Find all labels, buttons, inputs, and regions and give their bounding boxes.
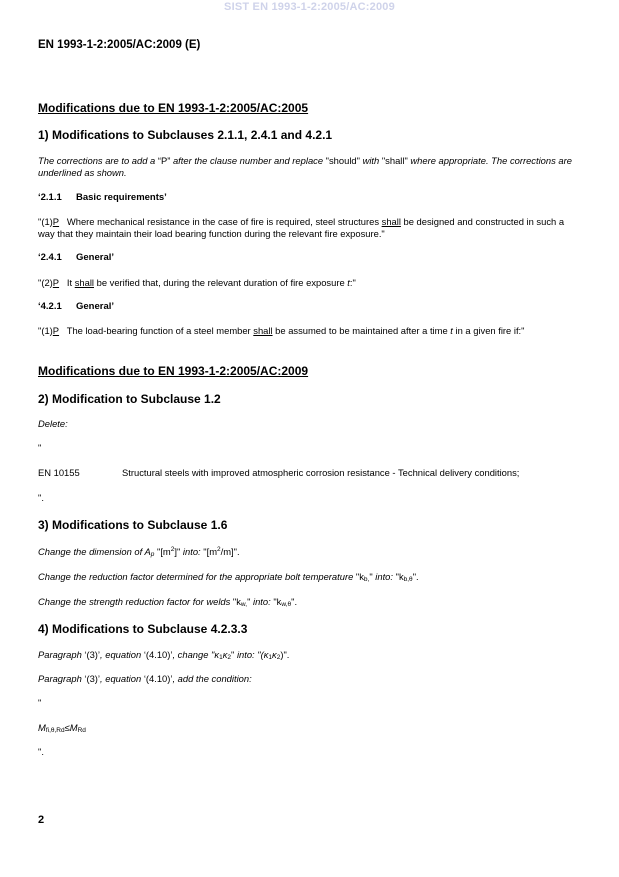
watermark: SIST EN 1993-1-2:2005/AC:2009 <box>224 1 395 13</box>
document-id: EN 1993-1-2:2005/AC:2009 (E) <box>38 39 201 51</box>
close-quote-2: ". <box>38 746 44 757</box>
reference-entry: EN 10155 Structural steels with improved atmospheric corrosion resistance - Technical delivery conditions; <box>38 467 520 478</box>
section4-line2: Paragraph ‘(3)’, equation ‘(4.10)’, add the condition: <box>38 673 252 684</box>
section1-heading: 1) Modifications to Subclauses 2.1.1, 2.4.1 and 4.2.1 <box>38 128 333 142</box>
section4-heading: 4) Modifications to Subclause 4.2.3.3 <box>38 622 248 636</box>
page-number: 2 <box>38 814 45 826</box>
section3-line2: Change the reduction factor determined for the appropriate bolt temperature "kb," into: "kb,θ". <box>38 571 419 583</box>
delete-label: Delete: <box>38 418 68 429</box>
section3-heading: 3) Modifications to Subclause 1.6 <box>38 518 228 532</box>
clause-4-2-1-heading: ‘4.2.1 General’ <box>38 301 115 312</box>
section2-heading: 2) Modification to Subclause 1.2 <box>38 392 221 406</box>
section3-line1: Change the dimension of Ap "$[m^2]$" into: "$[m^2/m]$". <box>38 546 240 558</box>
section3-line3: Change the strength reduction factor for welds "kw," into: "kw,θ". <box>38 596 298 608</box>
section4-line1: Paragraph ‘(3)’, equation ‘(4.10)’, change "κ1κ2" into: "(κ1κ2)". <box>38 649 290 661</box>
clause-2-4-1-text: "(2)P It shall be verified that, during the relevant duration of fire exposure t:" <box>38 277 356 288</box>
condition-formula: Mfi,θ,Rd≤MRd <box>38 722 86 734</box>
part1-title: Modifications due to EN 1993-1-2:2005/AC:2005 <box>38 101 309 115</box>
open-quote-2: " <box>38 697 42 708</box>
part2-title: Modifications due to EN 1993-1-2:2005/AC:2009 <box>38 364 309 378</box>
close-quote-1: ". <box>38 492 44 503</box>
clause-2-1-1-heading: ‘2.1.1 Basic requirements’ <box>38 192 167 203</box>
clause-2-1-1-text: "(1)P Where mechanical resistance in the case of fire is required, steel structures shall be designed and constructed in such a way that they maintain their load bearing function during the relevant fire exposure." <box>38 216 565 239</box>
clause-4-2-1-text: "(1)P The load-bearing function of a steel member shall be assumed to be maintained after a time t in a given fire if:" <box>38 325 525 336</box>
open-quote-1: " <box>38 442 42 453</box>
section1-intro: The corrections are to add a “P” after the clause number and replace "should" with "shall" where appropriate. The corrections are underlined as shown. <box>38 155 572 178</box>
clause-2-4-1-heading: ‘2.4.1 General’ <box>38 252 115 263</box>
